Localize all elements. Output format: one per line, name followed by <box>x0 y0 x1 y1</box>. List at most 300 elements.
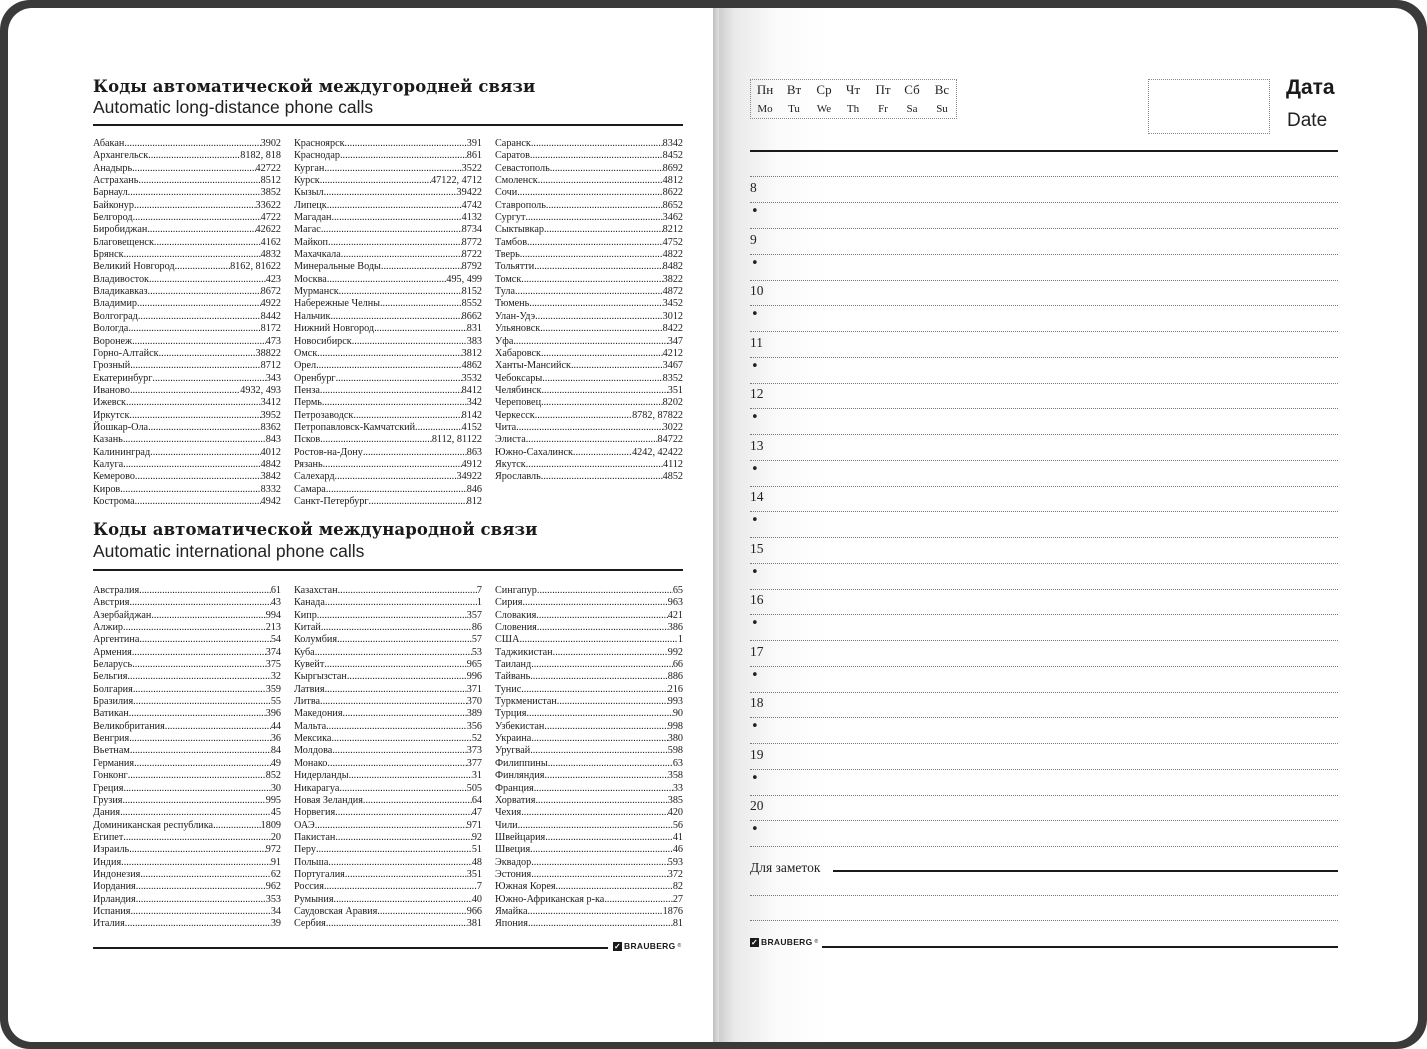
code-row <box>294 906 482 918</box>
code-row <box>495 237 683 249</box>
code-row <box>294 894 482 906</box>
code-row <box>495 397 683 409</box>
weekday-ru[interactable]: Чт <box>845 82 861 97</box>
dial-code: 3842 <box>260 471 281 483</box>
dial-code: 3952 <box>260 409 281 421</box>
dot-leader <box>123 434 266 446</box>
code-row <box>93 224 281 236</box>
place-name: Великий Новгород <box>93 261 175 273</box>
schedule-line[interactable] <box>750 743 1338 744</box>
dial-code: 421 <box>667 609 683 621</box>
place-name: Нидерланды <box>294 770 349 782</box>
dial-code: 84 <box>270 745 281 757</box>
code-row <box>495 175 683 187</box>
dot-leader <box>328 857 471 869</box>
schedule-line[interactable] <box>750 563 1338 564</box>
code-row <box>93 373 281 385</box>
schedule-line[interactable] <box>750 280 1338 281</box>
place-name: Горно-Алтайск <box>93 347 159 359</box>
place-name: Украина <box>495 733 532 745</box>
code-row <box>93 758 281 770</box>
code-row <box>93 696 281 708</box>
weekday-ru[interactable]: Вс <box>934 82 950 97</box>
dot-leader <box>537 622 668 634</box>
dial-code: 831 <box>466 323 482 335</box>
code-row <box>294 671 482 683</box>
code-row <box>495 336 683 348</box>
code-row <box>294 857 482 869</box>
dial-code: 54 <box>270 634 281 646</box>
dot-leader <box>335 807 472 819</box>
code-row <box>294 224 482 236</box>
code-row <box>93 187 281 199</box>
weekday-ru[interactable]: Пн <box>756 82 774 97</box>
dial-code: 8332 <box>260 483 281 495</box>
dot-leader <box>124 138 260 150</box>
schedule-line[interactable] <box>750 331 1338 332</box>
dial-code: 8662 <box>461 310 482 322</box>
schedule-line[interactable] <box>750 228 1338 229</box>
dial-code: 38822 <box>255 347 281 359</box>
hour-label: 13 <box>750 437 764 453</box>
dial-code: 4922 <box>260 298 281 310</box>
place-name: Грузия <box>93 794 123 806</box>
code-row <box>93 832 281 844</box>
schedule-line[interactable] <box>750 408 1338 409</box>
dial-code: 91 <box>270 856 281 868</box>
dial-code: 45 <box>270 807 281 819</box>
dial-code: 27 <box>672 893 683 905</box>
dial-code: 65 <box>672 585 683 596</box>
dot-leader <box>377 906 466 918</box>
dial-code: 4832 <box>260 249 281 261</box>
dial-code: 995 <box>265 794 281 806</box>
dot-leader <box>538 175 663 187</box>
place-name: Куба <box>294 646 315 658</box>
code-row <box>93 323 281 335</box>
schedule-line[interactable] <box>750 486 1338 487</box>
dot-leader <box>317 610 467 622</box>
dot-leader <box>340 150 467 162</box>
dial-code: 1809 <box>260 819 281 831</box>
dial-code: 962 <box>265 881 281 893</box>
weekday-en[interactable]: We <box>816 103 832 115</box>
dot-leader <box>324 187 457 199</box>
code-row <box>495 200 683 212</box>
code-row <box>495 708 683 720</box>
place-name: Эквадор <box>495 856 532 868</box>
bullet-marker: • <box>751 770 759 786</box>
weekday-en[interactable]: Sa <box>906 103 918 115</box>
place-name: Португалия <box>294 868 345 880</box>
dot-leader <box>363 795 472 807</box>
code-row <box>93 274 281 286</box>
place-name: Греция <box>93 782 124 794</box>
dial-code: 92 <box>471 831 482 843</box>
code-row <box>495 610 683 622</box>
place-name: Индонезия <box>93 868 141 880</box>
place-name: Израиль <box>93 844 130 856</box>
place-name: Германия <box>93 757 135 769</box>
dot-leader <box>515 286 663 298</box>
dial-code: 8792 <box>461 261 482 273</box>
place-name: Монако <box>294 757 328 769</box>
code-row <box>294 783 482 795</box>
code-row <box>93 298 281 310</box>
code-row <box>294 237 482 249</box>
schedule-line[interactable] <box>750 692 1338 693</box>
dot-leader <box>154 237 261 249</box>
dot-leader <box>124 249 261 261</box>
place-name: Барнаул <box>93 187 128 199</box>
dial-code: 4862 <box>461 360 482 372</box>
dot-leader <box>130 360 260 372</box>
dot-leader <box>530 671 667 683</box>
weekday-en[interactable]: Th <box>846 103 860 115</box>
hour-label: 10 <box>750 283 764 298</box>
code-row <box>294 360 482 372</box>
code-row <box>93 745 281 757</box>
place-name: Тайвань <box>495 671 531 683</box>
place-name: Краснодар <box>294 150 340 162</box>
place-name: Мексика <box>294 733 332 745</box>
code-row <box>294 684 482 696</box>
dial-code: 8182, 818 <box>240 150 281 162</box>
international-column-1 <box>93 585 281 931</box>
dial-code: 861 <box>466 150 482 162</box>
dial-code: 62 <box>270 868 281 880</box>
place-name: Перу <box>294 844 316 856</box>
schedule-line[interactable] <box>750 769 1338 770</box>
dot-leader <box>531 733 667 745</box>
code-row <box>93 336 281 348</box>
schedule-line[interactable] <box>750 589 1338 590</box>
dot-leader <box>320 175 431 187</box>
dot-leader <box>148 286 261 298</box>
place-name: Оренбург <box>294 372 336 384</box>
code-row <box>93 434 281 446</box>
code-row <box>294 832 482 844</box>
place-name: Смоленск <box>495 175 538 187</box>
place-name: Индия <box>93 856 122 868</box>
place-name: Швейцария <box>495 831 546 843</box>
schedule-line[interactable] <box>750 640 1338 641</box>
place-name: Воронеж <box>93 335 133 347</box>
place-name: Польша <box>294 856 329 868</box>
dot-leader <box>148 422 261 434</box>
hour-label: 12 <box>750 386 764 401</box>
dial-code: 4742 <box>461 199 482 211</box>
dial-code: 8352 <box>662 372 683 384</box>
schedule-line[interactable] <box>750 820 1338 821</box>
place-name: Беларусь <box>93 659 133 671</box>
place-name: Тамбов <box>495 236 528 248</box>
place-name: Италия <box>93 918 125 930</box>
bullet-marker: • <box>751 461 759 477</box>
weekday-ru[interactable]: Сб <box>904 82 920 97</box>
code-row <box>93 200 281 212</box>
place-name: Туркменистан <box>495 696 557 708</box>
header-rule <box>750 150 1338 152</box>
dial-code: 963 <box>667 597 683 609</box>
date-entry-box[interactable] <box>1148 79 1270 134</box>
code-row <box>495 224 683 236</box>
place-name: Канада <box>294 597 325 609</box>
code-row <box>495 212 683 224</box>
bullet-marker: • <box>751 307 759 322</box>
place-name: Архангельск <box>93 150 149 162</box>
dial-code: 34 <box>270 905 281 917</box>
dot-leader <box>369 496 467 508</box>
place-name: Болгария <box>93 683 133 695</box>
dot-leader <box>527 237 663 249</box>
dial-code: 389 <box>466 708 482 720</box>
code-row <box>495 311 683 323</box>
schedule-line[interactable] <box>750 254 1338 255</box>
place-name: Элиста <box>495 434 526 446</box>
schedule-line[interactable] <box>750 176 1338 177</box>
dial-code: 57 <box>471 634 482 646</box>
schedule-line[interactable] <box>750 305 1338 306</box>
place-name: Екатеринбург <box>93 372 153 384</box>
dial-code: 8412 <box>461 384 482 396</box>
place-name: Тверь <box>495 249 520 261</box>
code-row <box>294 721 482 733</box>
code-row <box>294 745 482 757</box>
dot-leader <box>546 200 663 212</box>
code-row <box>495 906 683 918</box>
place-name: Бразилия <box>93 696 134 708</box>
dial-code: 8672 <box>260 286 281 298</box>
place-name: Томск <box>495 273 522 285</box>
code-row <box>294 175 482 187</box>
dial-code: 8342 <box>662 138 683 149</box>
dot-leader <box>541 471 663 483</box>
dot-leader <box>128 323 260 335</box>
code-row <box>495 434 683 446</box>
schedule-line[interactable] <box>750 383 1338 384</box>
dial-code: 971 <box>466 819 482 831</box>
code-row <box>495 857 683 869</box>
dot-leader <box>324 163 461 175</box>
weekday-en[interactable]: Tu <box>788 103 800 115</box>
place-name: Ростов-на-Дону <box>294 446 363 458</box>
schedule-line[interactable] <box>750 846 1338 847</box>
hour-label: 17 <box>750 643 764 659</box>
dot-leader <box>556 881 673 893</box>
code-row <box>93 733 281 745</box>
notes-line[interactable] <box>750 895 1338 896</box>
code-row <box>495 647 683 659</box>
registered-mark: ® <box>814 939 819 945</box>
dot-leader <box>132 336 266 348</box>
schedule-line[interactable] <box>750 666 1338 667</box>
place-name: Севастополь <box>495 162 550 174</box>
code-row <box>495 696 683 708</box>
weekday-ru[interactable]: Вт <box>786 82 802 97</box>
international-column-3 <box>495 585 683 931</box>
code-row <box>495 597 683 609</box>
dial-code: 812 <box>466 495 482 507</box>
place-name: Белгород <box>93 212 133 224</box>
place-name: Литва <box>294 696 321 708</box>
weekday-ru[interactable]: Ср <box>816 82 832 97</box>
dot-leader <box>213 820 261 832</box>
dot-leader <box>129 844 266 856</box>
code-row <box>495 795 683 807</box>
dot-leader <box>544 224 663 236</box>
place-name: Улан-Удэ <box>495 310 536 322</box>
dot-leader <box>123 783 270 795</box>
place-name: Биробиджан <box>93 224 148 236</box>
dot-leader <box>338 585 477 597</box>
place-name: Рязань <box>294 458 323 470</box>
dot-leader <box>139 585 271 597</box>
domestic-codes-subtitle: Automatic long-distance phone calls <box>93 97 374 117</box>
place-name: Самара <box>294 483 326 495</box>
schedule-line[interactable] <box>750 434 1338 435</box>
place-name: Курск <box>294 175 320 187</box>
dot-leader <box>133 212 261 224</box>
place-name: Сирия <box>495 597 523 609</box>
place-name: Мурманск <box>294 286 339 298</box>
dial-code: 56 <box>672 819 683 831</box>
bullet-marker: • <box>751 667 759 683</box>
schedule-line[interactable] <box>750 202 1338 203</box>
dial-code: 39 <box>270 918 281 930</box>
dial-code: 423 <box>265 273 281 285</box>
code-row <box>294 373 482 385</box>
schedule-line[interactable] <box>750 460 1338 461</box>
code-row <box>294 422 482 434</box>
domestic-column-3 <box>495 138 683 484</box>
place-name: Махачкала <box>294 249 341 261</box>
dot-leader <box>335 471 457 483</box>
code-row <box>294 869 482 881</box>
dot-leader <box>571 360 663 372</box>
notes-line[interactable] <box>750 920 1338 921</box>
dial-code: 8452 <box>662 150 683 162</box>
place-name: Пенза <box>294 384 320 396</box>
weekday-en[interactable]: Fr <box>878 103 888 115</box>
brand-check-icon: ✓ <box>750 937 758 947</box>
dial-code: 213 <box>265 622 281 634</box>
dial-code: 3412 <box>260 397 281 409</box>
weekday-en[interactable]: Su <box>936 103 948 115</box>
code-row <box>495 770 683 782</box>
dial-code: 86 <box>471 622 482 634</box>
dial-code: 852 <box>265 770 281 782</box>
dot-leader <box>122 795 265 807</box>
bullet-marker: • <box>751 616 759 631</box>
schedule-line[interactable] <box>750 717 1338 718</box>
code-row <box>294 770 482 782</box>
dot-leader <box>317 348 461 360</box>
dot-leader <box>132 659 266 671</box>
place-name: Астрахань <box>93 175 139 187</box>
dot-leader <box>132 647 266 659</box>
dot-leader <box>121 857 271 869</box>
dot-leader <box>380 298 462 310</box>
place-name: Египет <box>93 831 124 843</box>
page-spine <box>713 8 719 1042</box>
schedule-line[interactable] <box>750 537 1338 538</box>
place-name: Аргентина <box>93 634 140 646</box>
international-codes-subtitle: Automatic international phone calls <box>93 541 365 561</box>
schedule-line[interactable] <box>750 511 1338 512</box>
dot-leader <box>139 634 270 646</box>
code-row <box>495 820 683 832</box>
code-row <box>495 249 683 261</box>
dot-leader <box>140 869 270 881</box>
dial-code: 8112, 81122 <box>431 434 482 446</box>
place-name: Кызыл <box>294 187 324 199</box>
dot-leader <box>320 385 462 397</box>
dot-leader <box>534 783 673 795</box>
code-row <box>495 585 683 597</box>
place-name: Минеральные Воды <box>294 261 381 273</box>
code-row <box>93 163 281 175</box>
dot-leader <box>328 237 462 249</box>
place-name: ОАЭ <box>294 819 315 831</box>
code-row <box>93 857 281 869</box>
schedule-line[interactable] <box>750 614 1338 615</box>
weekday-ru[interactable]: Пт <box>875 82 891 97</box>
dot-leader <box>325 684 467 696</box>
dial-code: 353 <box>265 893 281 905</box>
dial-code: 356 <box>466 720 482 732</box>
dot-leader <box>531 138 663 150</box>
dot-leader <box>130 745 271 757</box>
code-row <box>294 150 482 162</box>
place-name: Ульяновск <box>495 323 541 335</box>
place-name: Колумбия <box>294 634 338 646</box>
dial-code: 8734 <box>461 224 482 236</box>
code-row <box>294 708 482 720</box>
dot-leader <box>544 721 667 733</box>
dot-leader <box>525 212 662 224</box>
place-name: Австрия <box>93 597 130 609</box>
place-name: Саратов <box>495 150 530 162</box>
dial-code: 53 <box>471 646 482 658</box>
dot-leader <box>165 721 271 733</box>
weekday-en[interactable]: Mo <box>757 103 773 115</box>
dial-code: 8782, 87822 <box>632 409 683 421</box>
place-name: Волгоград <box>93 310 138 322</box>
code-row <box>495 758 683 770</box>
schedule-line[interactable] <box>750 357 1338 358</box>
international-column-2 <box>294 585 482 931</box>
code-row <box>495 150 683 162</box>
code-row <box>93 348 281 360</box>
dial-code: 4162 <box>260 236 281 248</box>
place-name: Петрозаводск <box>294 409 354 421</box>
schedule-line[interactable] <box>750 795 1338 796</box>
code-row <box>294 212 482 224</box>
code-row <box>93 385 281 397</box>
place-name: Кувейт <box>294 659 325 671</box>
code-row <box>294 484 482 496</box>
place-name: Южно-Сахалинск <box>495 446 573 458</box>
dot-leader <box>327 758 466 770</box>
dot-leader <box>149 274 266 286</box>
place-name: Япония <box>495 918 528 930</box>
code-row <box>495 721 683 733</box>
dial-code: 846 <box>466 483 482 495</box>
dial-code: 343 <box>265 372 281 384</box>
dot-leader <box>127 671 270 683</box>
dial-code: 47 <box>471 807 482 819</box>
